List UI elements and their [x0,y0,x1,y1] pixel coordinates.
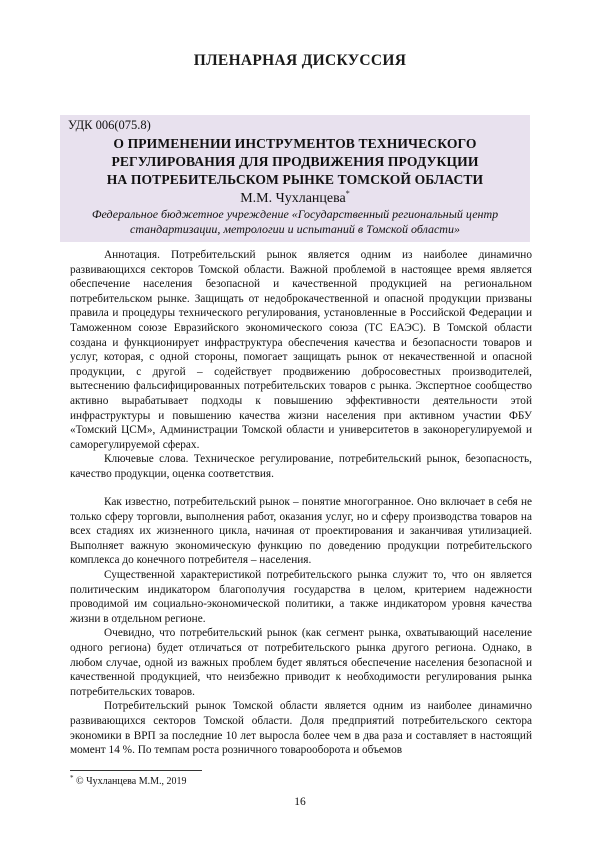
abstract [70,248,532,482]
footnote-text: © Чухланцева М.М., 2019 [76,776,187,787]
section-header: ПЛЕНАРНАЯ ДИСКУССИЯ [193,52,407,69]
body-paragraph: Потребительский рынок Томской области является одним из наиболее динамично развивающихся секторов Томской области. Доля предприятий потребительского сектора экономики в ВРП за последние 10 лет выросла более чем в два раза и составляет в настоящий момент 14 %. По темпам роста розничного товарооборота и объемов [70,700,532,757]
udk-code: УДК 006(075.8) [68,118,151,132]
author-line [60,189,530,207]
affiliation-line: Федеральное бюджетное учреждение «Государственный региональный центр [91,207,499,221]
author-name: М.М. Чухланцева [240,191,346,206]
body-paragraph: Как известно, потребительский рынок – понятие многогранное. Оно включает в себя не только сферу торговли, выполнения работ, оказания услуг, но и сферу производства товаров на всех стадиях их жизненного цикла, начиная от проектирования и заканчивая утилизацией. Выполняет важную экономическую функцию по доведению продукции потребительского комплекса до конечного потребителя – населения. [70,496,532,567]
affiliation-line: стандартизации, метрологии и испытаний в Томской области» [130,222,460,236]
author-footnote-mark: * [345,189,350,198]
footnote-mark: * [70,774,74,782]
body-paragraph: Существенной характеристикой потребительского рынка служит то, что он является политическим индикатором благополучия государства в целом, критерием надежности проводимой им социально-экономической политики, а также индикатором уровня качества жизни в отдельном регионе. [70,568,532,625]
footnote [70,774,186,787]
article-title-line: РЕГУЛИРОВАНИЯ ДЛЯ ПРОДВИЖЕНИЯ ПРОДУКЦИИ [111,154,479,169]
abstract-paragraph: Аннотация. Потребительский рынок является одним из наиболее динамично развивающихся секторов Томской области. Важной проблемой в настоящее время является обеспечение населения безопасной и качественной продукцией на региональном потребительском рынке. Защищать от недоброкачественной и опасной продукции призваны правила и процедуры технического регулирования, установленные в Российской Федерации и Таможенном союзе Евразийского экономического союза (ТС ЕАЭС). В Томской области создана и функционирует инфраструктура обеспечения качества и безопасности товаров и услуг, которая, с одной стороны, помогает защищать рынок от некачественной и опасной продукции, с другой – содействует продвижению добросовестных производителей, вытеснению фальсифицированных потребительских товаров с рынка. Экспертное сообщество активно вырабатывает подходы к повышению эффективности деятельности этой инфраструктуры и повышению качества жизни населения при активном участии ФБУ «Томский ЦСМ», Администрации Томской области и университетов в законорегулируемой и саморегулируемой сферах. [70,249,532,451]
article-title-line: О ПРИМЕНЕНИИ ИНСТРУМЕНТОВ ТЕХНИЧЕСКОГО [113,136,477,151]
body-paragraph: Очевидно, что потребительский рынок (как сегмент рынка, охватывающий население одного региона) будет отличаться от потребительского рынка другого региона. Однако, в любом случае, одной из важных проблем будет являться обеспечение населения безопасной и качественной продукцией, что неизбежно приводит к необходимости регулирования рынка потребительских товаров. [70,627,532,698]
article-body [70,495,532,758]
keywords-paragraph: Ключевые слова. Техническое регулирование, потребительский рынок, безопасность, качество продукции, оценка соответствия. [70,453,532,480]
footnote-separator [70,770,202,771]
page-number: 16 [294,796,306,808]
article-title [60,135,530,189]
author-affiliation [60,207,530,237]
article-title-line: НА ПОТРЕБИТЕЛЬСКОМ РЫНКЕ ТОМСКОЙ ОБЛАСТИ [106,172,484,187]
